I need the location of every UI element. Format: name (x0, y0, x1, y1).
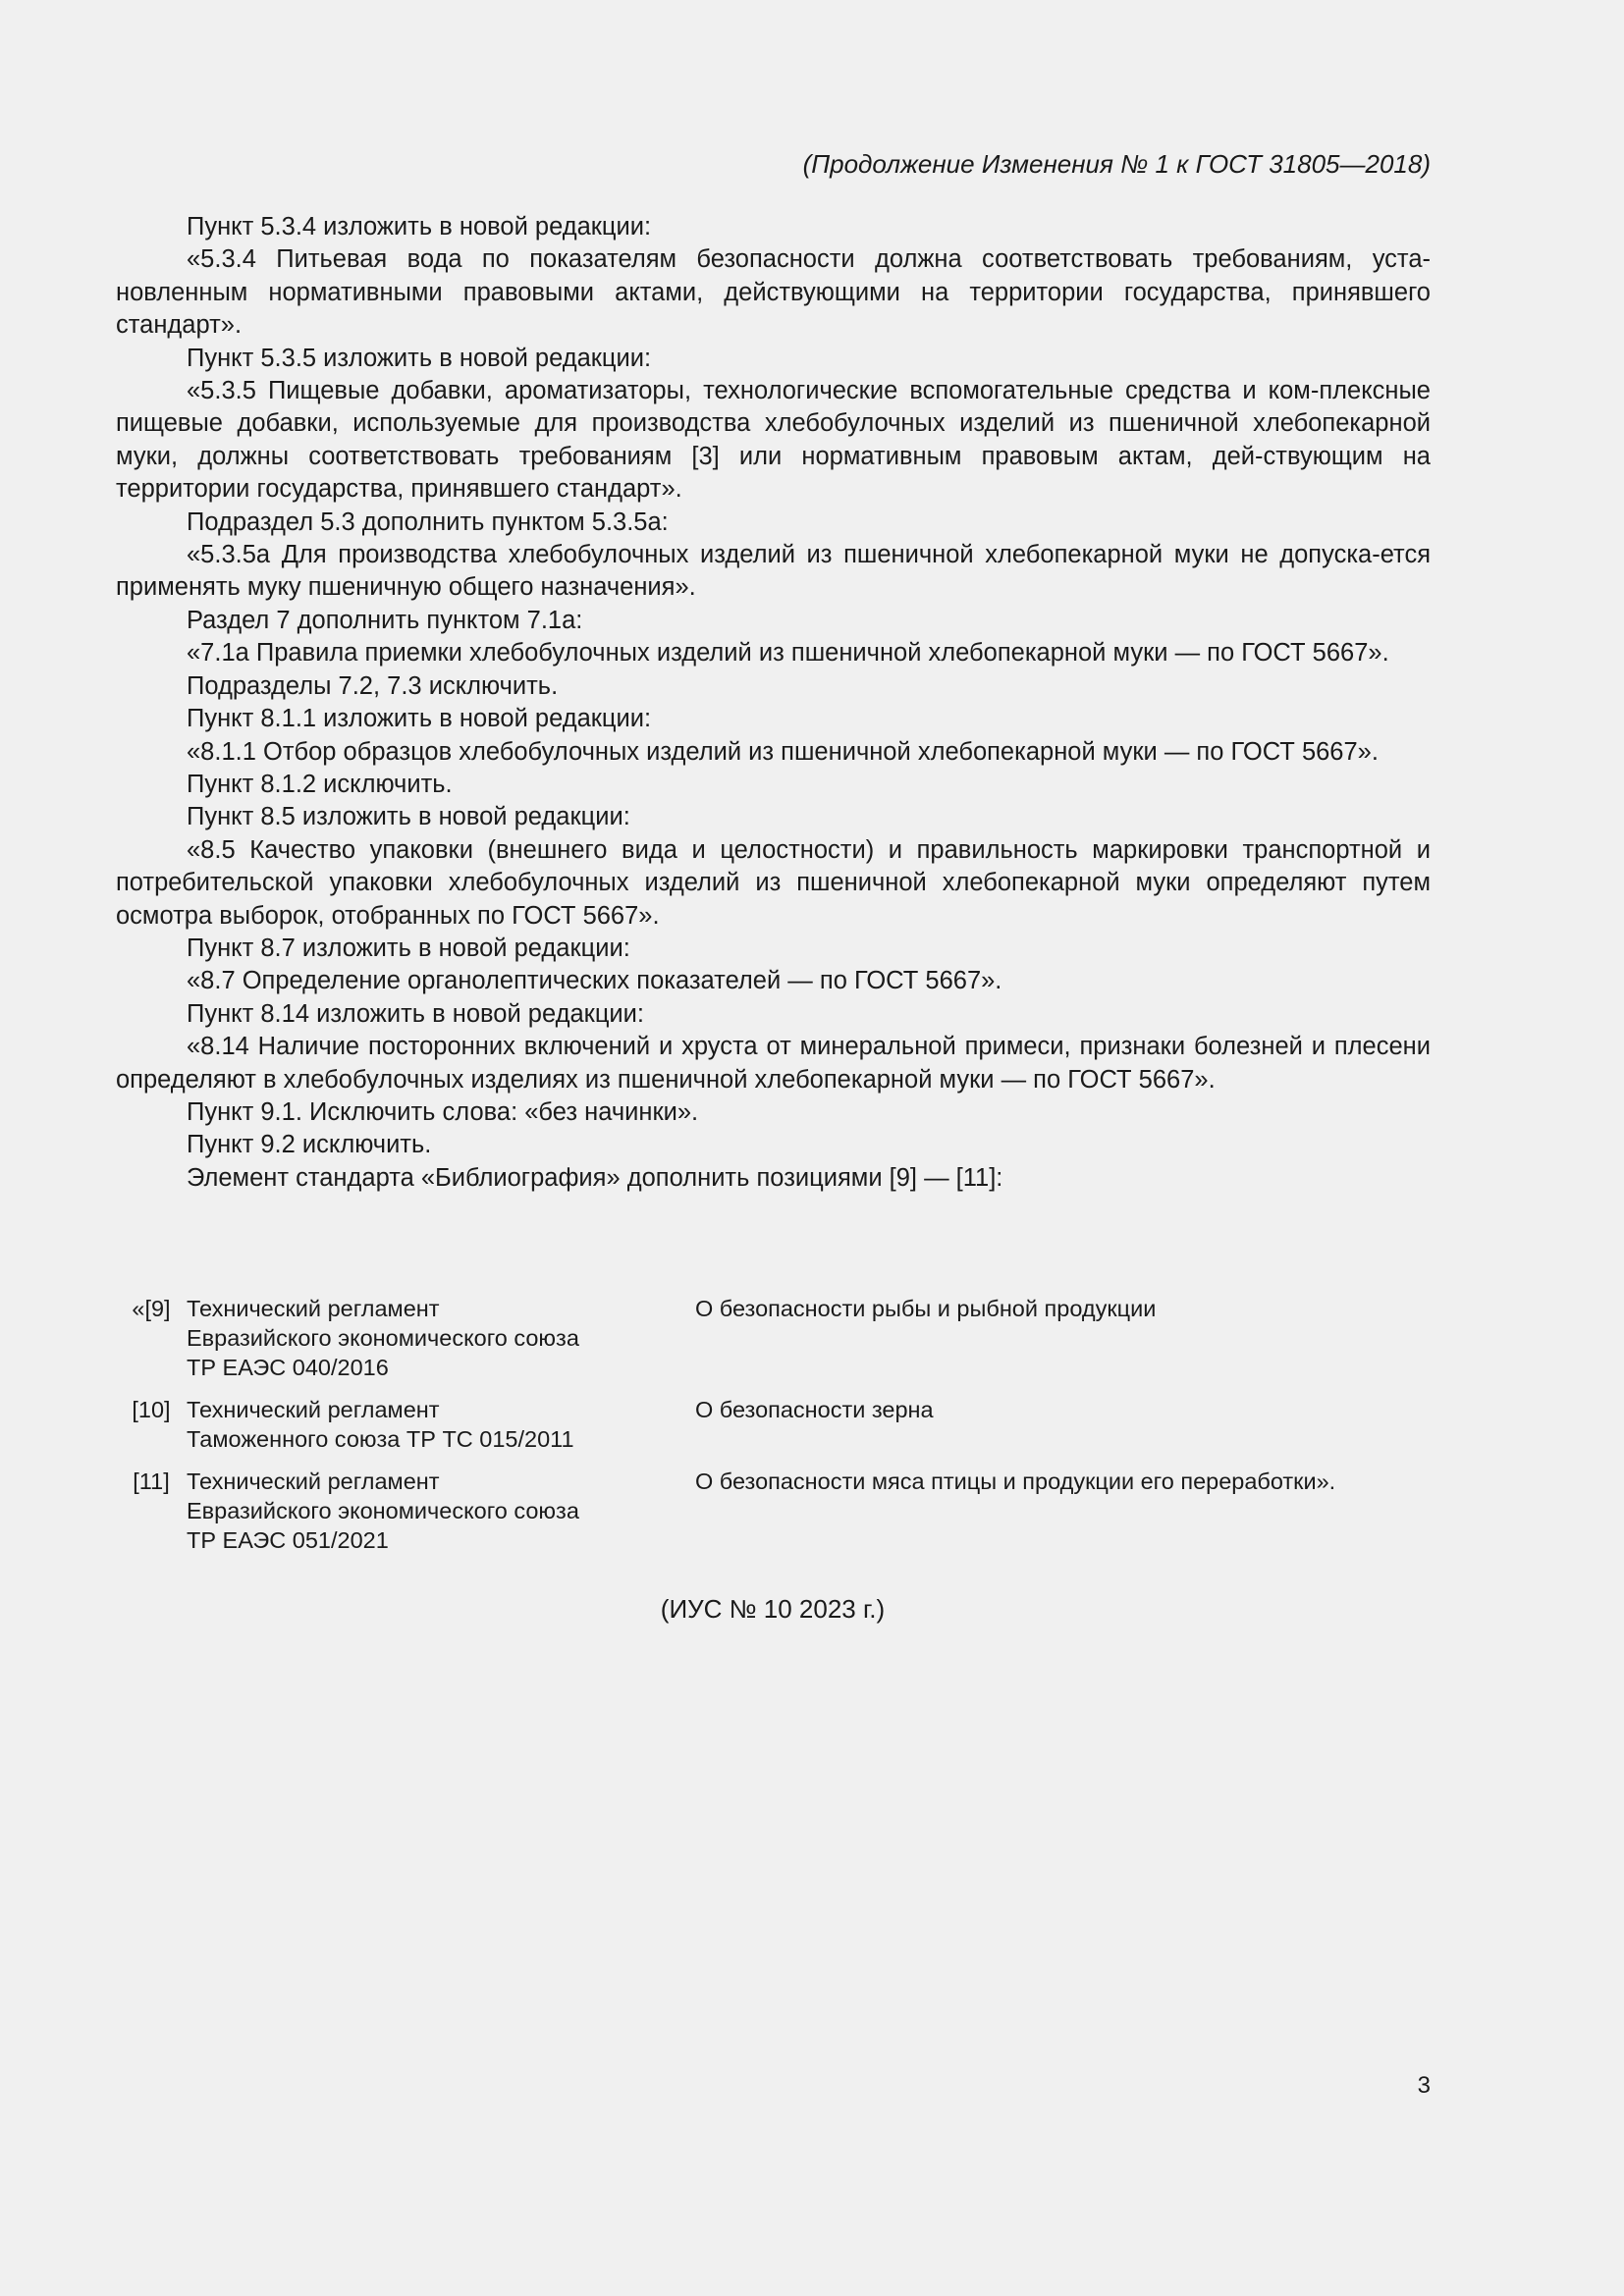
paragraph: «5.3.5а Для производства хлебобулочных изделий из пшеничной хлебопекарной муки не допуска-ется применять муку пшеничную общего назначения». (116, 541, 1431, 602)
running-header: (Продолжение Изменения № 1 к ГОСТ 31805—2018) (802, 149, 1431, 179)
paragraph: Пункт 8.1.2 исключить. (187, 770, 453, 798)
bibliography-title: О безопасности рыбы и рыбной продукции (695, 1296, 1157, 1321)
amendment-text (116, 211, 1431, 1195)
paragraph: «8.5 Качество упаковки (внешнего вида и целостности) и правильность маркировки транспортной и потребительской упаковки хлебобулочных изделий из пшеничной хлебопекарной муки определяют путем осмотра выборок, отобранных по ГОСТ 5667». (116, 835, 1431, 930)
paragraph: Пункт 5.3.4 изложить в новой редакции: (187, 213, 652, 240)
bibliography-document-line: Технический регламент (187, 1397, 440, 1422)
paragraph: «5.3.5 Пищевые добавки, ароматизаторы, технологические вспомогательные средства и ком-плексные пищевые добавки, используемые для производства хлебобулочных изделий из пшеничной хлебопекарной муки, должны соответствовать требованиям [3] или нормативным правовым актам, дей-ствующим на территории государства, принявшего стандарт». (116, 377, 1431, 504)
bibliography-entry (116, 1467, 1431, 1555)
paragraph: Пункт 8.1.1 изложить в новой редакции: (187, 705, 652, 733)
bibliography-document-line: ТР ЕАЭС 040/2016 (187, 1355, 389, 1380)
paragraph: Пункт 5.3.5 изложить в новой редакции: (187, 344, 652, 372)
bibliography-title: О безопасности зерна (695, 1397, 934, 1422)
paragraph: «8.14 Наличие посторонних включений и хруста от минеральной примеси, признаки болезней и плесени определяют в хлебобулочных изделиях из пшеничной хлебопекарной муки — по ГОСТ 5667». (116, 1033, 1431, 1094)
bibliography-document-line: Евразийского экономического союза (187, 1498, 579, 1523)
paragraph: Пункт 9.2 исключить. (187, 1131, 432, 1159)
paragraph: Пункт 8.7 изложить в новой редакции: (187, 934, 630, 962)
bibliography-entry (116, 1395, 1431, 1454)
paragraph: Пункт 8.14 изложить в новой редакции: (187, 999, 645, 1028)
bibliography-number: [10] (132, 1397, 171, 1422)
paragraph: Подразделы 7.2, 7.3 исключить. (187, 671, 559, 700)
bibliography-title: О безопасности мяса птицы и продукции его переработки». (695, 1468, 1336, 1494)
bibliography-document-line: Технический регламент (187, 1468, 440, 1494)
paragraph: Пункт 8.5 изложить в новой редакции: (187, 803, 630, 831)
bibliography-document (187, 1395, 695, 1454)
bibliography-number: [11] (133, 1468, 170, 1494)
paragraph: «8.1.1 Отбор образцов хлебобулочных изделий из пшеничной хлебопекарной муки — по ГОСТ 5667». (187, 737, 1379, 766)
bibliography-list (116, 1294, 1431, 1568)
bibliography-document (187, 1294, 695, 1382)
bibliography-document-line: Евразийского экономического союза (187, 1325, 579, 1351)
paragraph: Подраздел 5.3 дополнить пунктом 5.3.5а: (187, 507, 669, 536)
bibliography-document-line: Технический регламент (187, 1296, 440, 1321)
bibliography-document-line: Таможенного союза ТР ТС 015/2011 (187, 1426, 574, 1452)
paragraph: Пункт 9.1. Исключить слова: «без начинки». (187, 1097, 699, 1126)
paragraph: Элемент стандарта «Библиография» дополнить позициями [9] — [11]: (187, 1163, 1003, 1192)
bibliography-entry (116, 1294, 1431, 1382)
bibliography-number: «[9] (132, 1296, 171, 1321)
ius-note: (ИУС № 10 2023 г.) (660, 1594, 886, 1624)
paragraph: Раздел 7 дополнить пунктом 7.1а: (187, 606, 583, 634)
paragraph: «5.3.4 Питьевая вода по показателям безопасности должна соответствовать требованиям, уста-новленным нормативными правовыми актами, действующими на территории государства, принявшего стандарт». (116, 245, 1431, 340)
paragraph: «7.1а Правила приемки хлебобулочных изделий из пшеничной хлебопекарной муки — по ГОСТ 5667». (187, 639, 1389, 667)
bibliography-document (187, 1467, 695, 1555)
bibliography-document-line: ТР ЕАЭС 051/2021 (187, 1527, 389, 1553)
paragraph: «8.7 Определение органолептических показателей — по ГОСТ 5667». (187, 967, 1002, 995)
page-number: 3 (1417, 2072, 1431, 2099)
